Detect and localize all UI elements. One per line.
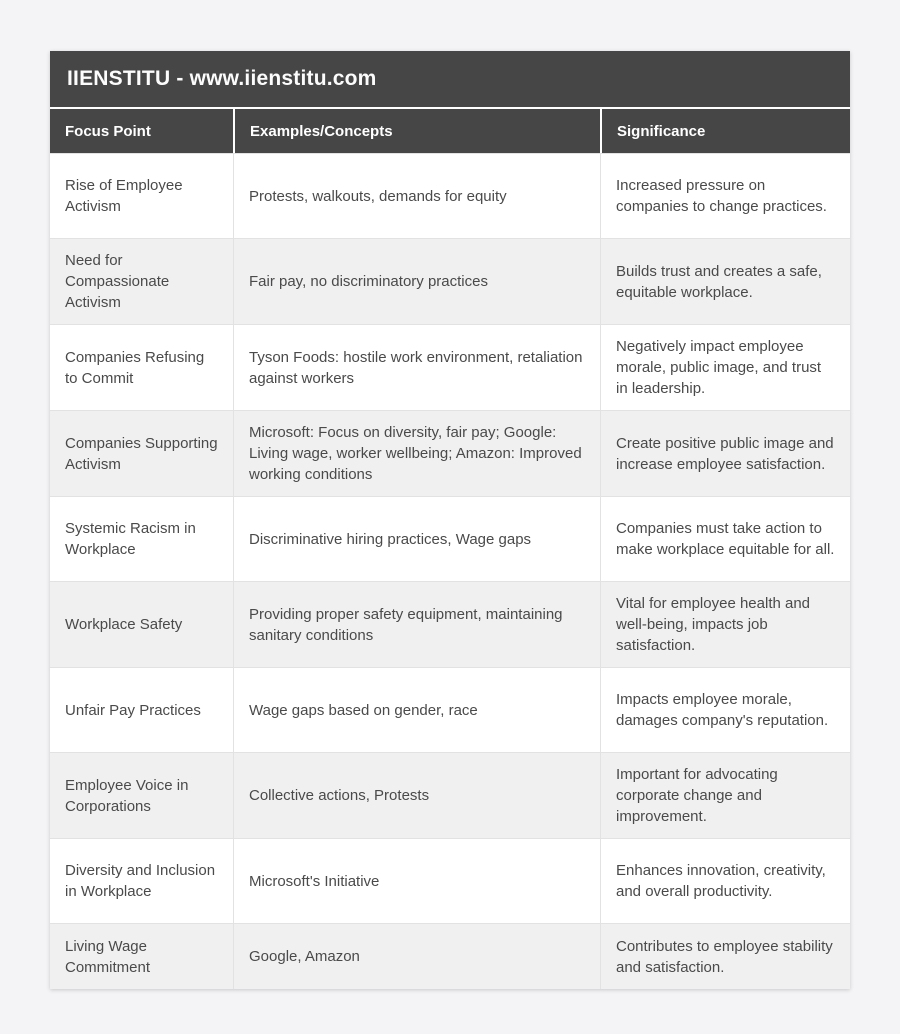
table-row: [50, 838, 850, 923]
table-row: [50, 153, 850, 238]
focus-point-cell: Companies Supporting Activism: [50, 410, 233, 496]
column-header-focus-point: Focus Point: [50, 107, 233, 153]
focus-point-cell: Rise of Employee Activism: [50, 153, 233, 238]
examples-concepts-cell: Collective actions, Protests: [233, 752, 600, 838]
focus-point-cell: Employee Voice in Corporations: [50, 752, 233, 838]
examples-concepts-cell: Protests, walkouts, demands for equity: [233, 153, 600, 238]
table-row: [50, 410, 850, 496]
significance-cell: Vital for employee health and well-being, impacts job satisfaction.: [600, 581, 850, 667]
significance-cell: Important for advocating corporate change and improvement.: [600, 752, 850, 838]
column-header-examples-concepts: Examples/Concepts: [233, 107, 600, 153]
table-row: [50, 752, 850, 838]
table-title: IIENSTITU - www.iienstitu.com: [50, 51, 850, 107]
focus-point-cell: Need for Compassionate Activism: [50, 238, 233, 324]
focus-point-cell: Living Wage Commitment: [50, 923, 233, 989]
data-table: [50, 107, 850, 989]
significance-cell: Create positive public image and increase employee satisfaction.: [600, 410, 850, 496]
table-body: [50, 153, 850, 989]
focus-point-cell: Unfair Pay Practices: [50, 667, 233, 752]
significance-cell: Contributes to employee stability and satisfaction.: [600, 923, 850, 989]
focus-point-cell: Systemic Racism in Workplace: [50, 496, 233, 581]
significance-cell: Impacts employee morale, damages company's reputation.: [600, 667, 850, 752]
significance-cell: Companies must take action to make workplace equitable for all.: [600, 496, 850, 581]
table-row: [50, 238, 850, 324]
table-row: [50, 324, 850, 410]
examples-concepts-cell: Discriminative hiring practices, Wage gaps: [233, 496, 600, 581]
table-row: [50, 496, 850, 581]
significance-cell: Negatively impact employee morale, public image, and trust in leadership.: [600, 324, 850, 410]
examples-concepts-cell: Microsoft: Focus on diversity, fair pay; Google: Living wage, worker wellbeing; Amazon: Improved working conditions: [233, 410, 600, 496]
examples-concepts-cell: Tyson Foods: hostile work environment, retaliation against workers: [233, 324, 600, 410]
table-row: [50, 581, 850, 667]
significance-cell: Builds trust and creates a safe, equitable workplace.: [600, 238, 850, 324]
examples-concepts-cell: Google, Amazon: [233, 923, 600, 989]
table-row: [50, 667, 850, 752]
table-row: [50, 923, 850, 989]
focus-point-cell: Diversity and Inclusion in Workplace: [50, 838, 233, 923]
significance-cell: Increased pressure on companies to change practices.: [600, 153, 850, 238]
examples-concepts-cell: Providing proper safety equipment, maintaining sanitary conditions: [233, 581, 600, 667]
examples-concepts-cell: Wage gaps based on gender, race: [233, 667, 600, 752]
column-header-significance: Significance: [600, 107, 850, 153]
table-card: [50, 51, 850, 989]
focus-point-cell: Companies Refusing to Commit: [50, 324, 233, 410]
table-header-row: [50, 107, 850, 153]
significance-cell: Enhances innovation, creativity, and overall productivity.: [600, 838, 850, 923]
examples-concepts-cell: Fair pay, no discriminatory practices: [233, 238, 600, 324]
examples-concepts-cell: Microsoft's Initiative: [233, 838, 600, 923]
focus-point-cell: Workplace Safety: [50, 581, 233, 667]
